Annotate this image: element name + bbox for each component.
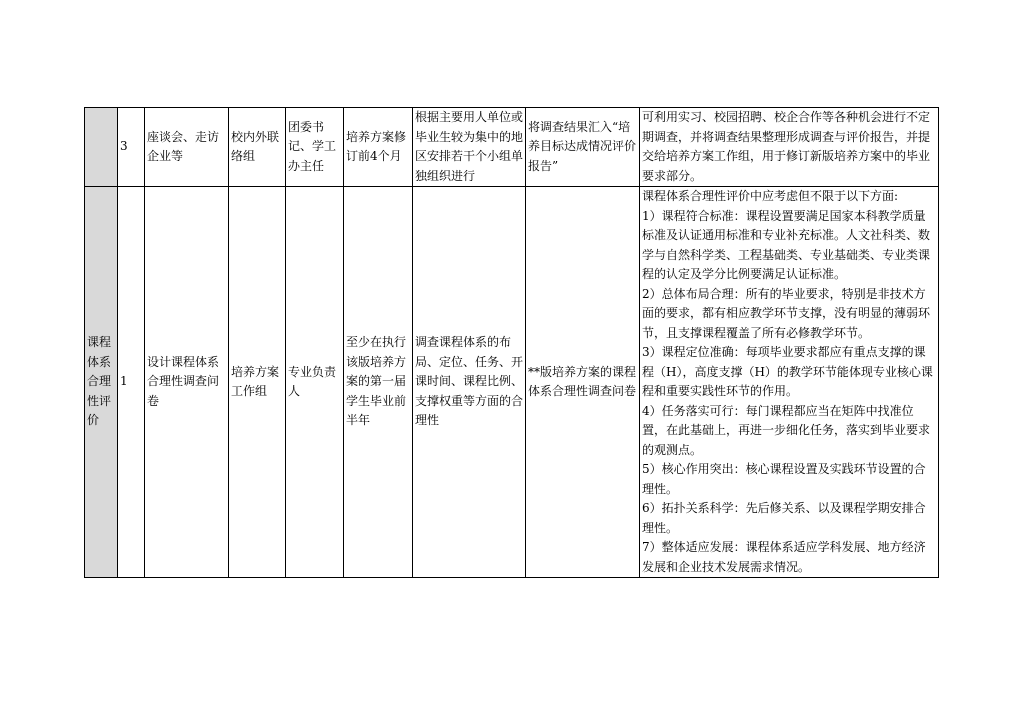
notes-item: 6）拓扑关系科学：先后修关系、以及课程学期安排合理性。 [642, 501, 926, 535]
method-cell: 座谈会、走访企业等 [145, 108, 229, 187]
notes-item: 2）总体布局合理：所有的毕业要求，特别是非技术方面的要求，都有相应教学环节支撑，没有明显的薄弱环节，且支撑课程覆盖了所有必修教学环节。 [642, 286, 931, 340]
timing-cell: 培养方案修订前4个月 [344, 108, 413, 187]
number-cell: 1 [118, 187, 145, 578]
notes-item: 3）课程定位准确：每项毕业要求都应有重点支撑的课程（H），高度支撑（H）的教学环节能体现专业核心课程和重要实践性环节的作用。 [642, 345, 933, 398]
content-cell: 调查课程体系的布局、定位、任务、开课时间、课程比例、支撑权重等方面的合理性 [413, 187, 526, 578]
table-row [85, 187, 939, 578]
notes-intro: 课程体系合理性评价中应考虑但不限于以下方面: [642, 189, 899, 203]
organizer-cell: 校内外联络组 [229, 108, 286, 187]
responsible-cell: 专业负责人 [286, 187, 344, 578]
notes-cell: 可利用实习、校园招聘、校企合作等各种机会进行不定期调查，并将调查结果整理形成调查与评价报告，并提交给培养方案工作组，用于修订新版培养方案中的毕业要求部分。 [640, 108, 939, 187]
organizer-cell: 培养方案工作组 [229, 187, 286, 578]
notes-cell [640, 187, 939, 578]
notes-item: 4）任务落实可行：每门课程都应当在矩阵中找准位置，在此基础上，再进一步细化任务，落实到毕业要求的观测点。 [642, 403, 931, 457]
timing-cell: 至少在执行该版培养方案的第一届学生毕业前半年 [344, 187, 413, 578]
output-cell: 将调查结果汇入“培养目标达成情况评价报告” [526, 108, 640, 187]
content-cell: 根据主要用人单位或毕业生较为集中的地区安排若干个小组单独组织进行 [413, 108, 526, 187]
notes-item: 1）课程符合标准：课程设置要满足国家本科教学质量标准及认证通用标准和专业补充标准。人文社科类、数学与自然科学类、工程基础类、专业基础类、专业类课程的认定及学分比例要满足认证标准。 [642, 208, 931, 281]
table-row [85, 108, 939, 187]
output-cell: **版培养方案的课程体系合理性调查问卷 [526, 187, 640, 578]
category-cell [85, 108, 118, 187]
notes-item: 7）整体适应发展：课程体系适应学科发展、地方经济发展和企业技术发展需求情况。 [642, 540, 926, 574]
responsible-cell: 团委书记、学工办主任 [286, 108, 344, 187]
number-cell: 3 [118, 108, 145, 187]
notes-item: 5）核心作用突出：核心课程设置及实践环节设置的合理性。 [642, 462, 926, 496]
evaluation-plan-table [84, 107, 939, 578]
category-cell: 课程体系合理性评价 [85, 187, 118, 578]
method-cell: 设计课程体系合理性调查问卷 [145, 187, 229, 578]
